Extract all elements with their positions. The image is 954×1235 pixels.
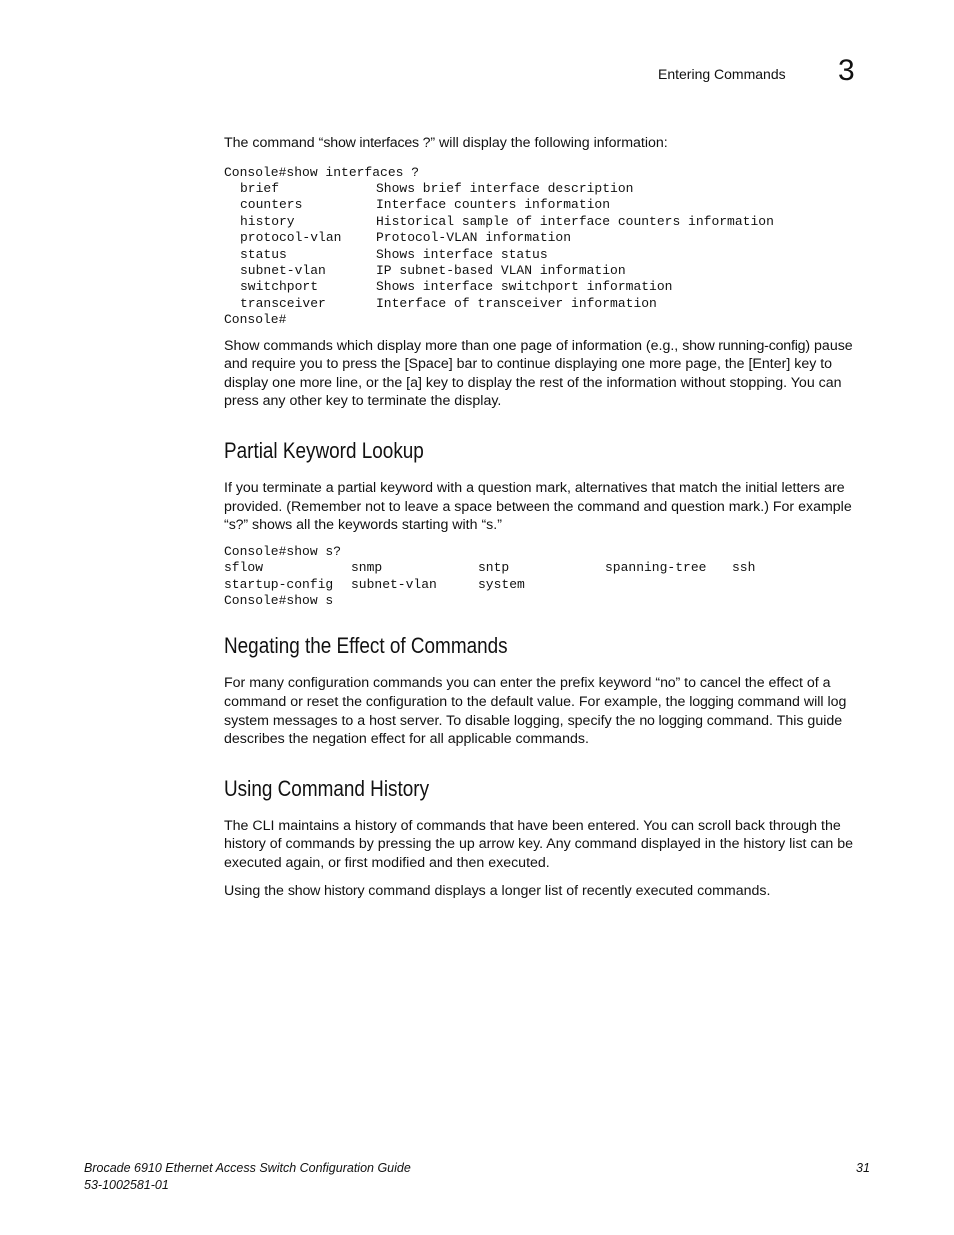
footer-doc-number: 53-1002581-01 [84, 1178, 169, 1192]
code-description: Interface of transceiver information [376, 295, 657, 311]
code-row [224, 247, 872, 263]
code-line: Console#show s? [224, 543, 342, 559]
code-row [224, 577, 872, 593]
code-description: Shows brief interface description [376, 181, 634, 196]
code-row [224, 263, 872, 279]
header-chapter-number: 3 [838, 54, 855, 87]
code-keyword: subnet-vlan [351, 576, 437, 592]
footer-doc-title: Brocade 6910 Ethernet Access Switch Configuration Guide [84, 1161, 411, 1175]
code-row [224, 296, 872, 312]
code-command: subnet-vlan [240, 263, 326, 279]
code-keyword: sflow [224, 560, 264, 576]
show-text-pre: Show commands which display more than one page of information (e.g., [224, 337, 683, 354]
code-line: Console# [224, 312, 287, 328]
code-keyword: snmp [351, 560, 383, 576]
code-row [224, 560, 872, 576]
code-description: Shows interface switchport information [376, 279, 673, 295]
code-keyword: system [478, 576, 525, 592]
partial-text-post: ” shows all the keywords starting with “s.” [243, 517, 502, 534]
history-keyword: show history [287, 882, 365, 899]
code-keyword: ssh [732, 560, 756, 576]
negating-text: command. This guide describes the negation effect for all applicable commands. [224, 712, 843, 748]
code-keyword: sntp [478, 560, 510, 576]
code-command: history [240, 213, 295, 229]
intro-text-post: ” will display the following information: [430, 135, 668, 151]
code-command: switchport [240, 279, 319, 295]
history-text-pre: Using the [224, 882, 288, 899]
partial-text-pre: If you terminate a partial keyword with a question mark, alternatives that match the initial letters are provided. (Remember not to leave a space between the command and question mark.) For example “ [224, 480, 852, 534]
header-section-title: Entering Commands [658, 66, 786, 82]
history-text-post: command displays a longer list of recently executed commands. [364, 882, 771, 899]
code-row [224, 197, 872, 213]
negating-keyword-no: no [660, 675, 676, 692]
code-block-show-s [224, 544, 872, 610]
code-command: brief [240, 181, 280, 196]
history-paragraph-2 [224, 882, 872, 901]
code-row [224, 279, 872, 295]
heading-command-history: Using Command History [224, 775, 430, 801]
negating-text: For many configuration commands you can enter the prefix keyword “ [224, 675, 661, 692]
code-line: Console#show interfaces ? [224, 164, 420, 180]
negating-keyword-logging: logging [689, 694, 734, 711]
code-description: Shows interface status [376, 246, 548, 262]
heading-partial-keyword-lookup: Partial Keyword Lookup [224, 438, 424, 464]
code-row [224, 230, 872, 246]
partial-paragraph [224, 479, 872, 535]
intro-keyword: show interfaces ? [323, 135, 431, 151]
negating-paragraph [224, 674, 872, 748]
show-keyword: show running-config [682, 337, 806, 354]
code-block-show-interfaces [224, 165, 872, 329]
code-command: counters [240, 197, 303, 213]
code-command: protocol-vlan [240, 230, 342, 246]
code-description: Interface counters information [376, 197, 611, 213]
partial-keyword: s? [228, 517, 244, 534]
intro-text-pre: The command “ [224, 135, 324, 151]
code-command: status [240, 246, 287, 262]
footer-page-number: 31 [856, 1161, 870, 1175]
negating-text: command will log system messages to a host server. To disable logging, specify the [224, 694, 847, 729]
code-description: Protocol-VLAN information [376, 230, 572, 246]
heading-negating-effect: Negating the Effect of Commands [224, 633, 508, 659]
code-description: Historical sample of interface counters information [376, 213, 774, 229]
intro-paragraph [224, 134, 872, 153]
code-keyword: spanning-tree [605, 560, 707, 576]
negating-text: ” to cancel the effect of a command or reset the configuration to the default value. For example, the [224, 675, 831, 711]
code-description: IP subnet-based VLAN information [376, 263, 626, 279]
code-row [224, 214, 872, 230]
code-line: Console#show s [224, 593, 334, 609]
show-text-post: ) pause and require you to press the [Space] bar to continue displaying one more page, the [Enter] key to display one more line, or the [a] key to display the rest of the information without stopping. You can press any other key to terminate the display. [224, 337, 853, 410]
code-command: transceiver [240, 295, 326, 311]
code-row [224, 181, 872, 197]
history-paragraph-1: The CLI maintains a history of commands that have been entered. You can scroll back through the history of commands by pressing the up arrow key. Any command displayed in the history list can be executed again, or first modified and then executed. [224, 817, 854, 871]
code-keyword: startup-config [224, 576, 334, 592]
negating-keyword-no-logging: no logging [639, 712, 703, 729]
page-content [224, 134, 872, 900]
show-commands-paragraph [224, 337, 872, 411]
